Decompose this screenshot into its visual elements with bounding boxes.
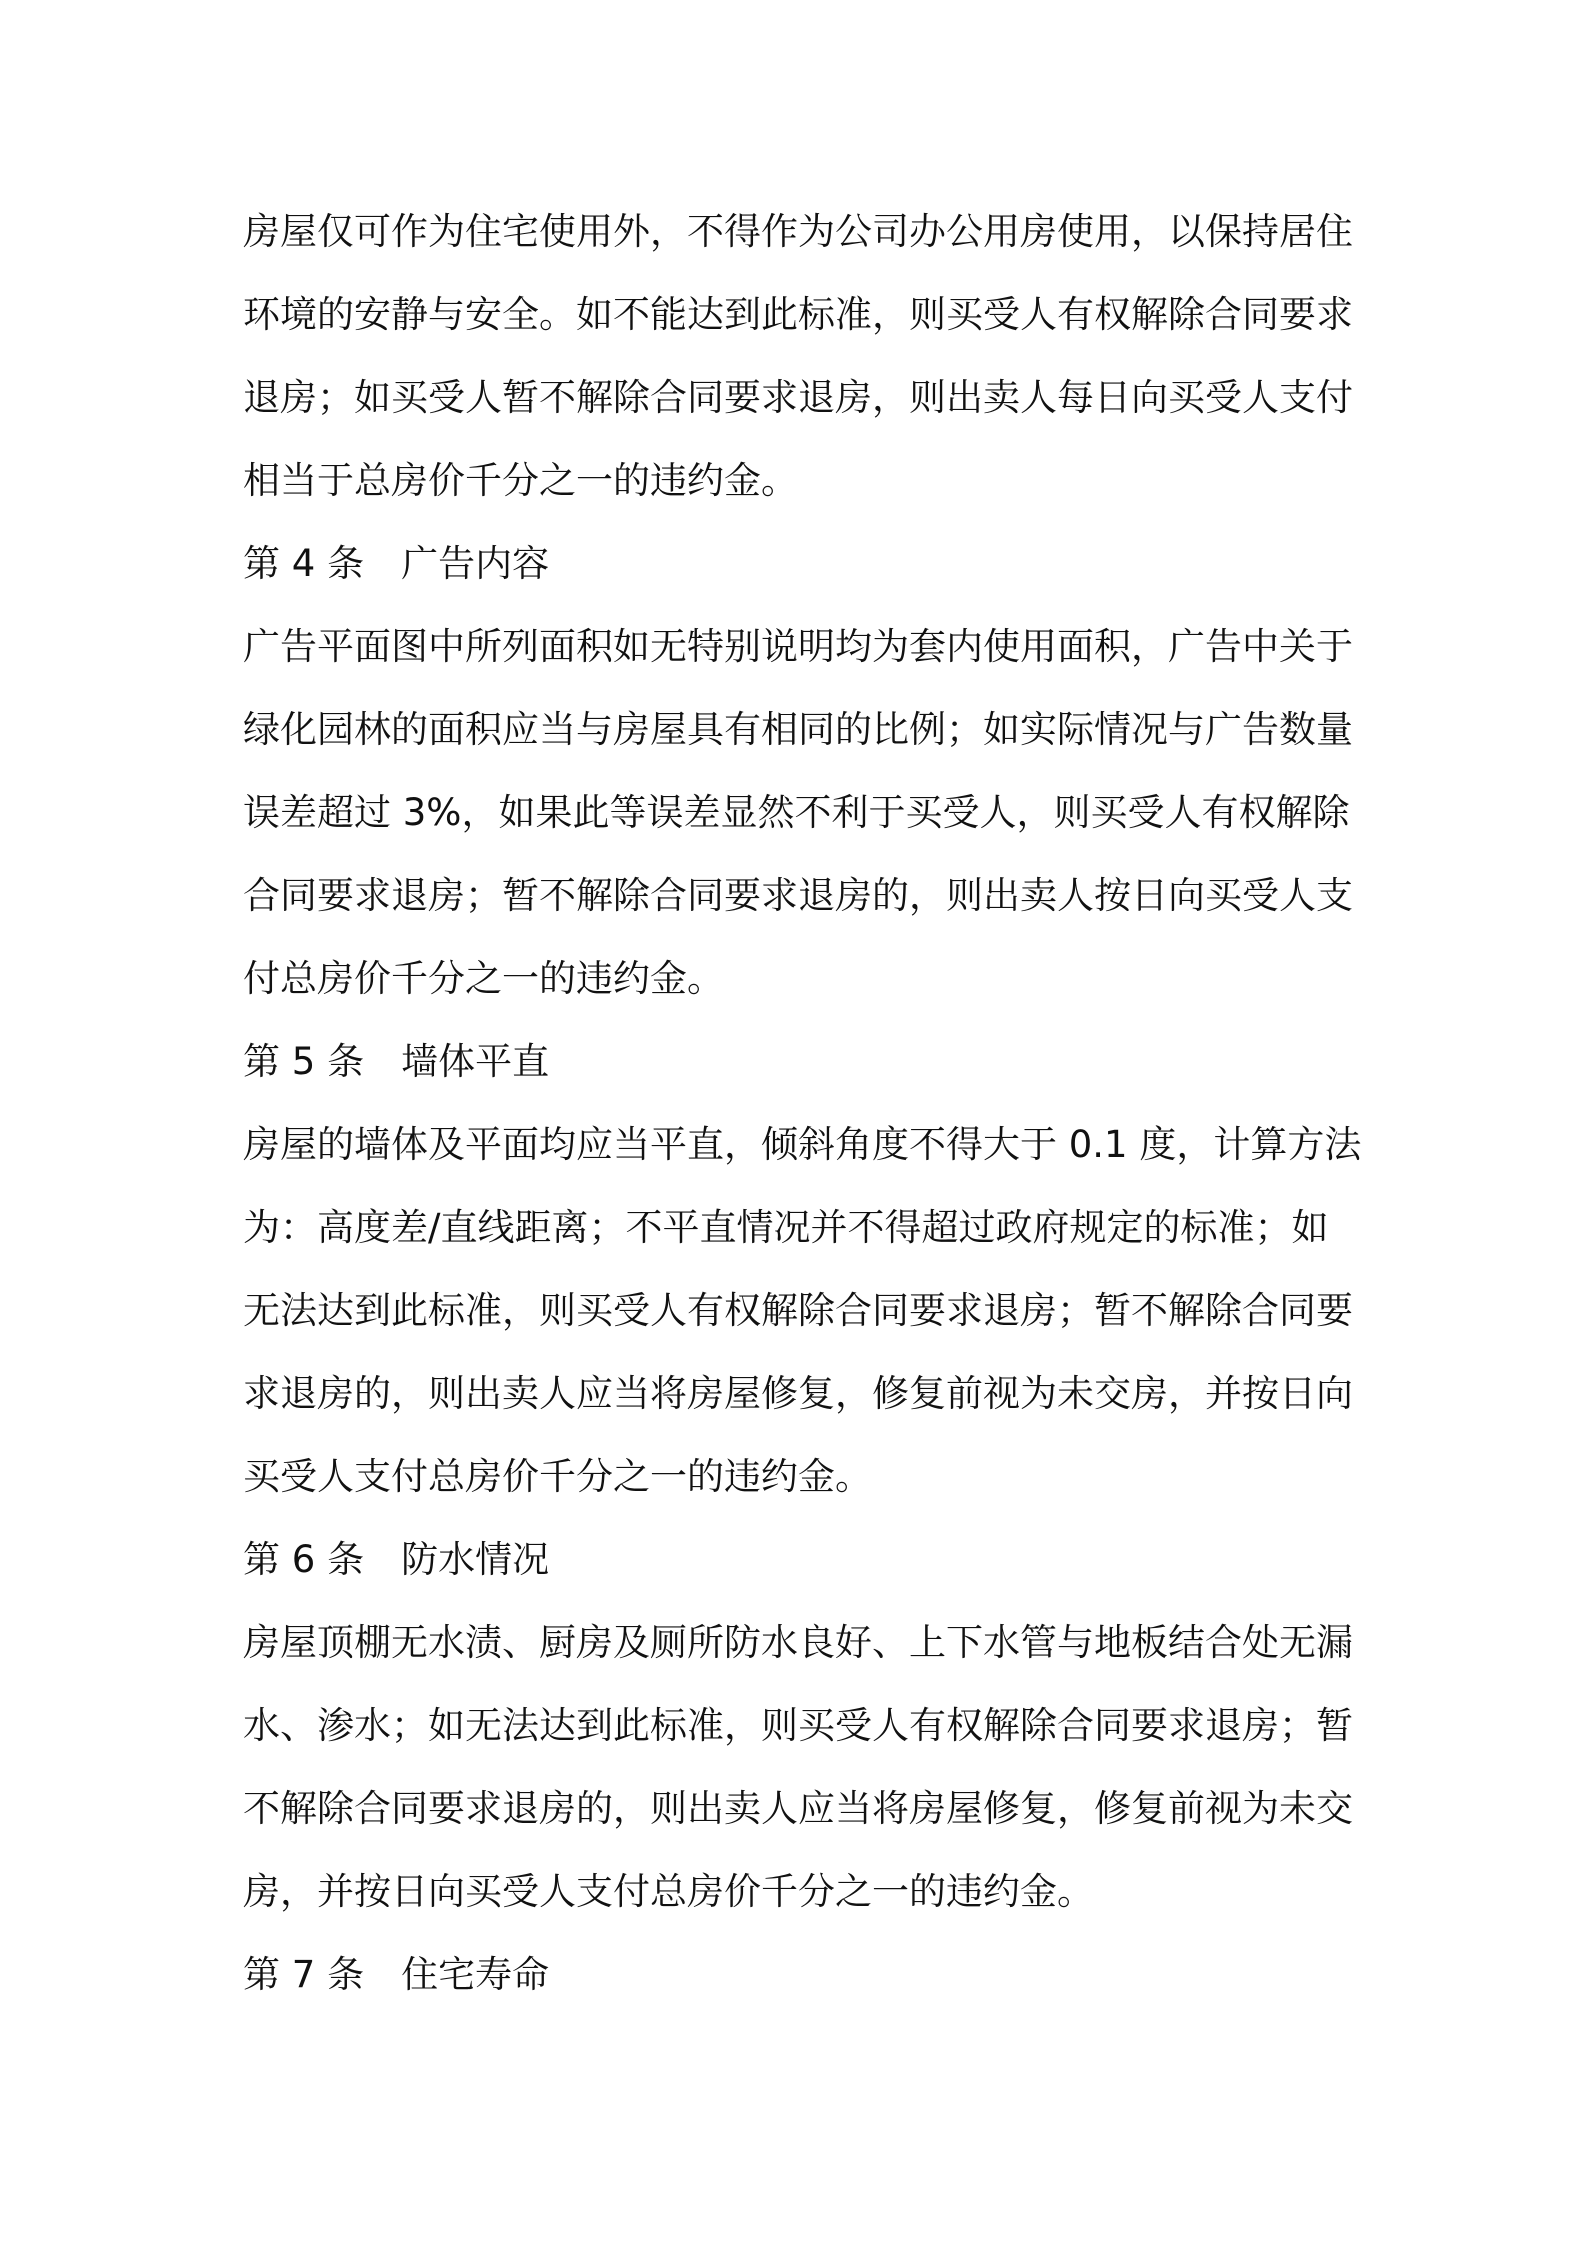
article-6-heading: 第 6 条 防水情况 <box>243 1538 550 1581</box>
article-7-heading: 第 7 条 住宅寿命 <box>243 1953 550 1996</box>
paragraph-usage-restriction: 房屋仅可作为住宅使用外，不得作为公司办公用房使用，以保持居住环境的安静与安全。如不能达到此标准，则买受人有权解除合同要求退房；如买受人暂不解除合同要求退房，则出卖人每日向买受人支付相当于总房价千分之一的违约金。 <box>243 210 1353 502</box>
article-4-heading: 第 4 条 广告内容 <box>243 542 550 585</box>
paragraph-wall-flatness: 房屋的墙体及平面均应当平直，倾斜角度不得大于 0.1 度，计算方法为：高度差/直线距离；不平直情况并不得超过政府规定的标准；如无法达到此标准，则买受人有权解除合同要求退房；暂不解除合同要求退房的，则出卖人应当将房屋修复，修复前视为未交房，并按日向买受人支付总房价千分之一的违约金。 <box>243 1123 1362 1498</box>
paragraph-advertising-content: 广告平面图中所列面积如无特别说明均为套内使用面积，广告中关于绿化园林的面积应当与房屋具有相同的比例；如实际情况与广告数量误差超过 3%，如果此等误差显然不利于买受人，则买受人有权解除合同要求退房；暂不解除合同要求退房的，则出卖人按日向买受人支付总房价千分之一的违约金。 <box>243 625 1353 1000</box>
article-5-heading: 第 5 条 墙体平直 <box>243 1040 550 1083</box>
document-body <box>243 190 1365 2016</box>
paragraph-waterproofing: 房屋顶棚无水渍、厨房及厕所防水良好、上下水管与地板结合处无漏水、渗水；如无法达到此标准，则买受人有权解除合同要求退房；暂不解除合同要求退房的，则出卖人应当将房屋修复，修复前视为未交房，并按日向买受人支付总房价千分之一的违约金。 <box>243 1621 1353 1913</box>
